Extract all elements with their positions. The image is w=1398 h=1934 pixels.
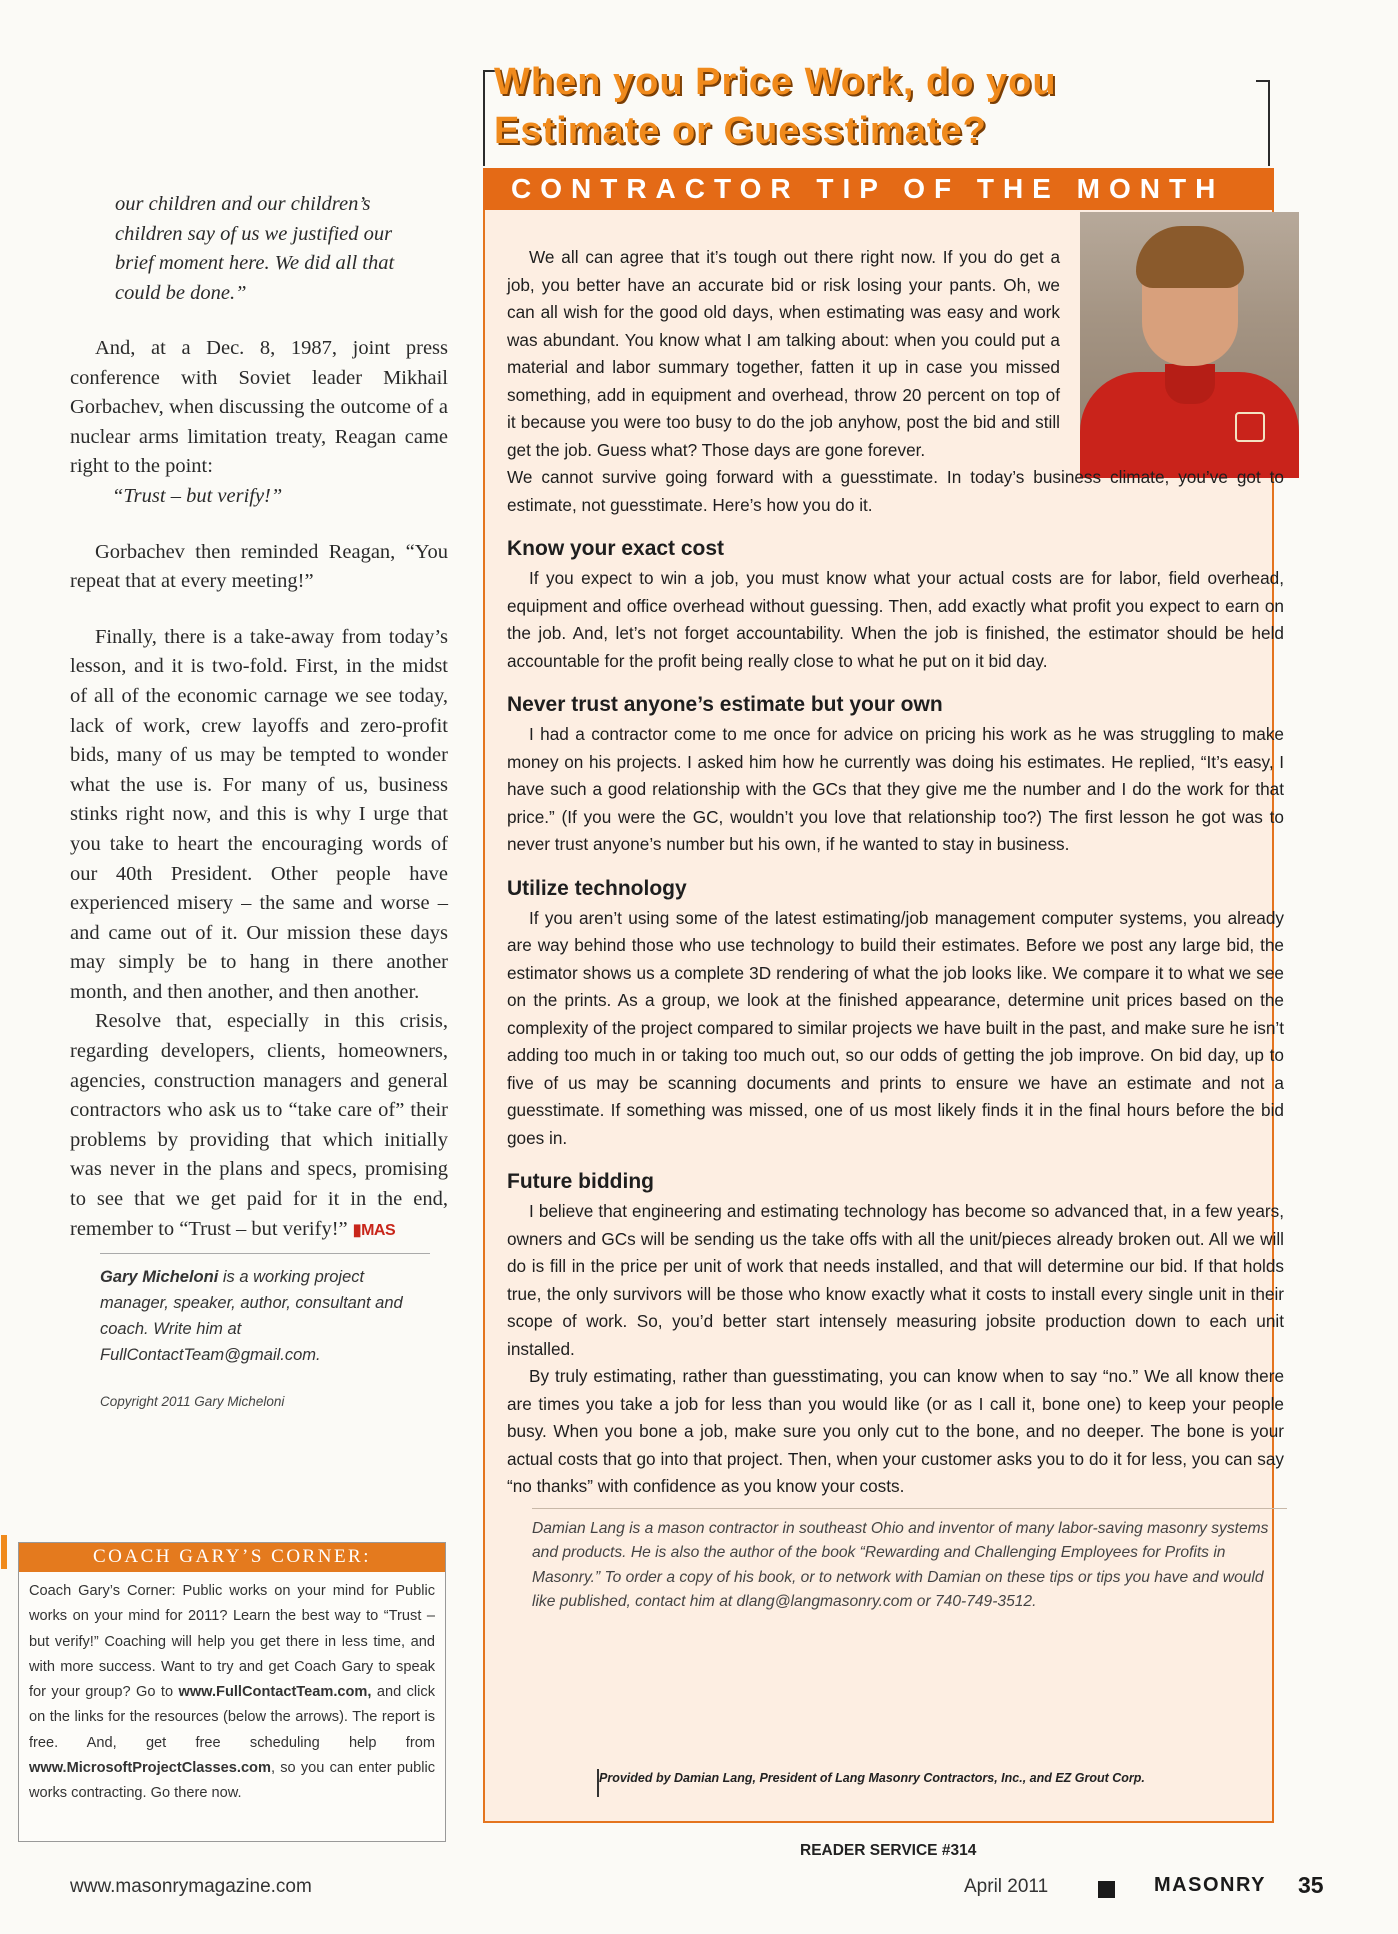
end-mark-text: MAS [361, 1221, 396, 1239]
section-know-exact-cost: If you expect to win a job, you must know what your actual costs are for labor, field overhead, equipment and office overhead without guessing. Then, add exactly what profit you expect to earn on the job. And, let’s not forget accountability. When the job is finished, the estimator should be held accountable for the profit being really close to what he put on it bid day. [507, 568, 1284, 671]
author-bio-gary [100, 1253, 430, 1368]
heading-know-exact-cost: Know your exact cost [507, 537, 725, 560]
section-future-bidding-b: By truly estimating, rather than guesstimating, you can know when to say “no.” We all know there are times you take a job for less than you would like (or as I call it, bone one) to keep your people busy. When you bone a job, make sure you only cut to the bone, and no deeper. The bone is your actual costs that go into that project. Then, when your customer asks you to do it for less, you can say “no thanks” with confidence as you know your costs. [507, 1366, 1284, 1496]
provided-by: Provided by Damian Lang, President of Lang Masonry Contractors, Inc., and EZ Grout Corp. [599, 1771, 1145, 1785]
article-title-line1: When you Price Work, do you [494, 61, 1057, 103]
title-frame-right [1268, 80, 1270, 166]
footer-magazine-name: MASONRY [1154, 1874, 1266, 1896]
left-column [70, 190, 448, 1409]
coach-corner-text [19, 1572, 445, 1814]
section-future-bidding-a: I believe that engineering and estimating technology has become so advanced that, in a few years, owners and GCs will be sending us the take offs with all the unit/pieces already broken out. All we will do is fill in the price per unit of work that needs installed, and that will determine our bid. If that holds true, the only survivors will be those who know exactly what it costs to install every single unit in their scope of work. So, you’d better start intensely measuring jobsite production down to each unit installed. [507, 1201, 1284, 1359]
paragraph-resolve-text: Resolve that, especially in this crisis, regarding developers, clients, homeowners, agencies, construction managers and general contractors who ask us to “take care of” their problems by providing that which initially was never in the plans and specs, promising to see that we get paid for it in the end, remember to “Trust – but verify!” [70, 1010, 448, 1240]
footer-date: April 2011 [964, 1876, 1049, 1897]
coach-corner-heading: COACH GARY’S CORNER: [19, 1543, 445, 1572]
heading-future-bidding: Future bidding [507, 1170, 654, 1193]
author-bio-damian: Damian Lang is a mason contractor in southeast Ohio and inventor of many labor-saving masonry systems and products. He is also the author of the book “Rewarding and Challenging Employees for Profits in Masonry.” To order a copy of his book, or to network with Damian on these tips or tips you have and would like published, contact him at dlang@langmasonry.com or 740-749-3512. [532, 1508, 1287, 1615]
quote-ending: our children and our children’s children say of us we justified our brief moment here. We did all that could be done.” [115, 193, 395, 304]
reader-service: READER SERVICE #314 [800, 1842, 977, 1859]
coach-text-b: and click on the links for the resources (below the arrows). The report is free. And, get free scheduling help from [29, 1684, 435, 1751]
copyright-notice: Copyright 2011 Gary Micheloni [100, 1394, 285, 1410]
end-mark-icon: ▮MAS [352, 1221, 396, 1239]
page-number: 35 [1298, 1872, 1324, 1898]
paragraph-resolve [70, 1007, 448, 1245]
contractor-tip-banner: CONTRACTOR TIP OF THE MONTH [483, 168, 1274, 210]
title-frame-right-top [1256, 80, 1270, 82]
paragraph-press-conference: And, at a Dec. 8, 1987, joint press conference with Soviet leader Mikhail Gorbachev, when discussing the outcome of a nuclear arms limitation treaty, Reagan came right to the point: [70, 337, 448, 478]
paragraph-gorbachev: Gorbachev then reminded Reagan, “You repeat that at every meeting!” [70, 540, 448, 593]
coach-accent-bar [1, 1535, 7, 1569]
fullcontactteam-link[interactable]: www.FullContactTeam.com, [178, 1684, 372, 1701]
intro-paragraph-cont: We cannot survive going forward with a guesstimate. In today’s business climate, you’ve got to estimate, not guesstimate. Here’s how you do it. [507, 467, 1284, 515]
microsoftprojectclasses-link[interactable]: www.MicrosoftProjectClasses.com [29, 1760, 271, 1777]
heading-utilize-technology: Utilize technology [507, 876, 687, 900]
section-never-trust: I had a contractor come to me once for advice on pricing his work as he was struggling to make money on his projects. I asked him how he currently was doing his estimates. He replied, “It’s easy, I have such a good relationship with the GCs that they give me the number and I do the work for that price.” (If you were the GC, wouldn’t you love that relationship too?) The first lesson he got was to never trust anyone’s number but his own, if he wanted to stay in business. [507, 724, 1284, 854]
trust-but-verify-quote: “Trust – but verify!” [112, 484, 283, 507]
heading-never-trust: Never trust anyone’s estimate but your own [507, 693, 943, 716]
bio-name: Gary Micheloni [100, 1268, 219, 1287]
article-title [494, 58, 1254, 156]
coach-text-c: , so you can enter public works contracting. Go there now. [29, 1760, 435, 1802]
article-title-line2: Estimate or Guesstimate? [494, 110, 987, 152]
footer-url[interactable]: www.masonrymagazine.com [70, 1876, 312, 1897]
intro-paragraph: We all can agree that it’s tough out there right now. If you do get a job, you better have an accurate bid or risk losing your pants. Oh, we can all wish for the good old days, when estimating was easy and work was abundant. You know what I am talking about: when you could put a material and labor summary together, fatten it up in case you missed something, add in equipment and overhead, throw 20 percent on top of it because you were too busy to do the job anyhow, post the bid and still get the job. Guess what? Those days are gone forever. [507, 247, 1060, 460]
coach-gary-corner-box [18, 1542, 446, 1842]
paragraph-takeaway: Finally, there is a take-away from today’s lesson, and it is two-fold. First, in the midst of all of the economic carnage we see today, lack of work, crew layoffs and zero-profit bids, many of us may be tempted to wonder what the use is. For many of us, business stinks right now, and this is why I urge that you take to heart the encouraging words of our 40th President. Other people have experienced misery – the same and worse – and came out of it. Our mission these days may simply be to hang in there another month, and then another, and then another. [70, 625, 448, 1003]
bio-text: is a working project manager, speaker, author, consultant and coach. Write him at FullContactTeam@gmail.com. [100, 1268, 403, 1365]
footer-square-icon [1098, 1881, 1115, 1898]
article-content [507, 244, 1284, 1615]
coach-text-a: Coach Gary’s Corner: Public works on your mind for Public works on your mind for 2011? Learn the best way to “Trust – but verify!” Coaching will help you get there in less time, and with more success. Want to try and get Coach Gary to speak for your group? Go to [29, 1583, 435, 1701]
section-utilize-technology: If you aren’t using some of the latest estimating/job management computer systems, you already are way behind those who use technology to build their estimates. Before we post any large bid, the estimator shows us a complete 3D rendering of what the job looks like. We compare it to what we see on the prints. As a group, we look at the finished appearance, determine unit prices based on the complexity of the project compared to similar projects we have built in the past, and make sure he isn’t adding too much in or taking too much out, so our odds of getting the job improve. On bid day, up to five of us may be scanning documents and prints to ensure we have an estimate and not a guesstimate. If something was missed, one of us most likely finds it in the final hours before the bid goes in. [507, 907, 1284, 1148]
title-frame-left [483, 70, 485, 166]
